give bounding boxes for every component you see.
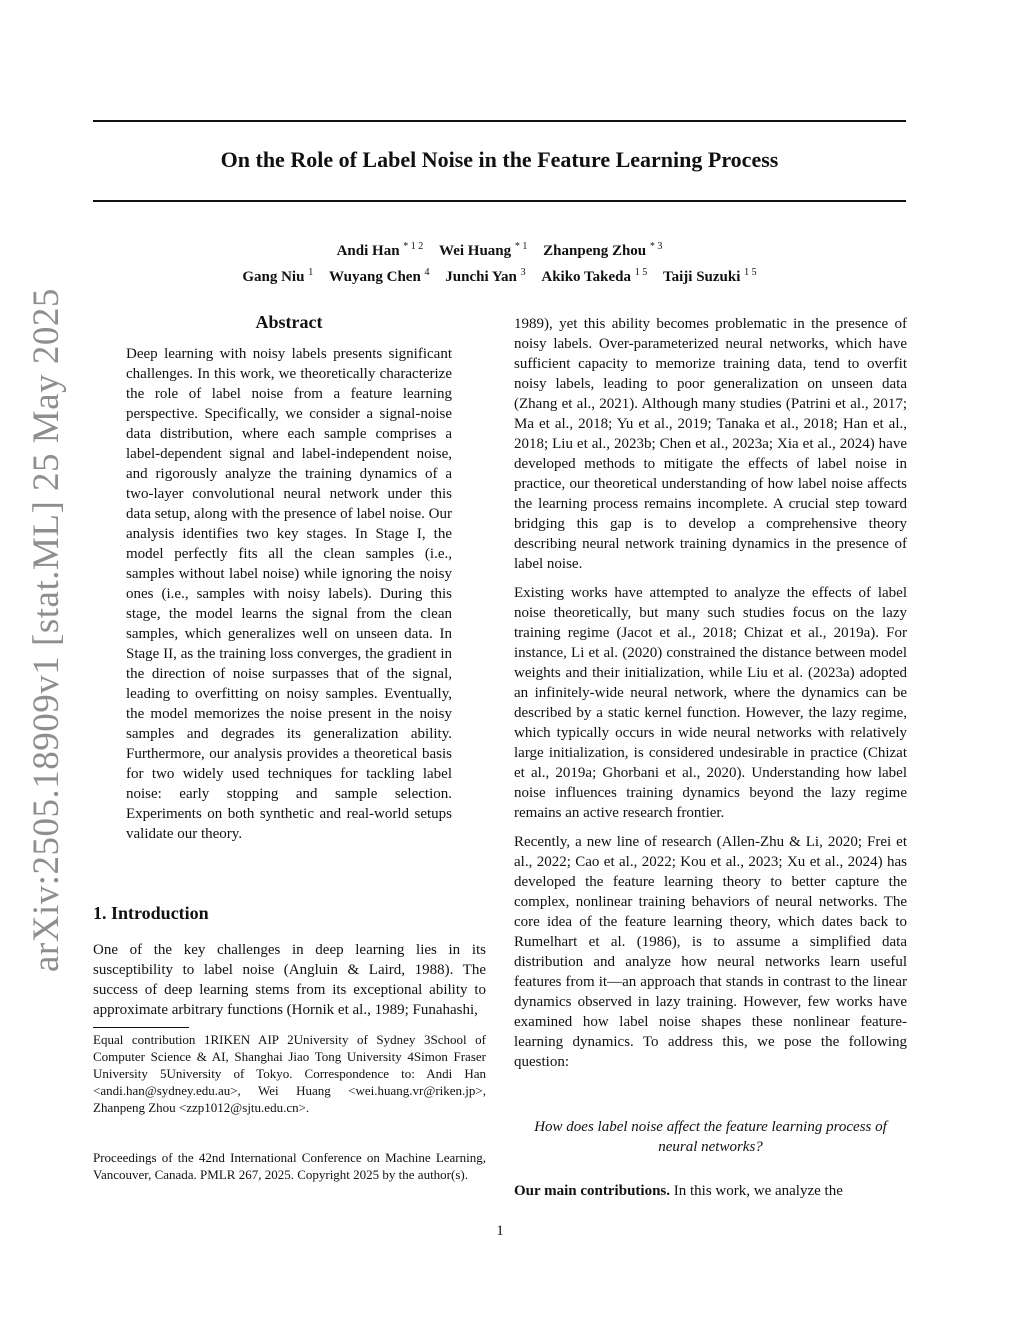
author-list [93, 236, 906, 288]
abstract-heading: Abstract [255, 312, 323, 332]
footnote-rule [93, 1027, 189, 1028]
right-paragraph-1: 1989), yet this ability becomes problematic in the presence of noisy labels. Over-parameterized neural networks, which have sufficient capacity to memorize training data, tend to overfit noisy labels, leading to poor generalization on unseen data (Zhang et al., 2021). Although many studies (Patrini et al., 2017; Ma et al., 2018; Yu et al., 2019; Tanaka et al., 2018; Han et al., 2018; Liu et al., 2023b; Chen et al., 2023a; Xia et al., 2024) have developed methods to mitigate the effects of label noise in practice, our theoretical understanding of how label noise affects the learning process remains incomplete. A crucial step toward bridging this gap is to develop a comprehensive theory describing neural network training dynamics in the presence of label noise. [514, 316, 907, 572]
page-number: 1 [496, 1223, 504, 1239]
abstract-paragraph: Deep learning with noisy labels presents significant challenges. In this work, we theoretically characterize the role of label noise from a feature learning perspective. Specifically, we consider a signal-noise data distribution, where each sample comprises a label-dependent signal and label-independent noise, and rigorously analyze the training dynamics of a two-layer convolutional neural network under this data setup, along with the presence of label noise. Our analysis identifies two key stages. In Stage I, the model perfectly fits all the clean samples (i.e., samples without label noise) while ignoring the noisy ones (i.e., samples with noisy labels). During this stage, the model learns the signal from the clean samples, which generalizes well on unseen data. In Stage II, as the training loss converges, the gradient in the direction of noise surpasses that of the signal, leading to overfitting on noisy samples. Eventually, the model memorizes the noise present in the noisy samples and degrades its generalization ability. Furthermore, our analysis provides a theoretical basis for two widely used techniques for tackling label noise: early stopping and sample selection. Experiments on both synthetic and real-world setups validate our theory. [126, 346, 452, 842]
right-column [514, 314, 907, 1072]
section-heading-introduction: 1. Introduction [93, 903, 209, 923]
intro-text [93, 940, 486, 1020]
author-taiji-suzuki: Taiji Suzuki $^{1 5}$ [663, 267, 757, 285]
author-junchi-yan: Junchi Yan $^3$ [445, 267, 526, 285]
affiliations-footnote: Equal contribution 1RIKEN AIP 2University of Sydney 3School of Computer Science & AI, Shanghai Jiao Tong University 4Simon Fraser University 5University of Tokyo. Correspondence to: Andi Han <andi.han@sydney.edu.au>, Wei Huang <wei.huang.vr@riken.jp>, Zhanpeng Zhou <zzp1012@sjtu.edu.cn>. [93, 1032, 486, 1115]
abstract-text [126, 344, 452, 844]
contributions-text: In this work, we analyze the [673, 1183, 843, 1199]
author-andi-han: Andi Han $^{* 1 2}$ [336, 241, 424, 259]
paper-title: On the Role of Label Noise in the Feature Learning Process [220, 147, 779, 172]
research-question: How does label noise affect the feature learning process of neural networks? [534, 1119, 887, 1155]
contributions-label: Our main contributions. [514, 1183, 670, 1199]
author-row-1 [93, 236, 906, 262]
right-paragraph-3: Recently, a new line of research (Allen-Zhu & Li, 2020; Frei et al., 2022; Cao et al., 2022; Kou et al., 2023; Xu et al., 2024) has developed the feature learning theory to better capture the complex, nonlinear training behaviors of neural networks. The core idea of the feature learning theory, which dates back to Rumelhart et al. (1986), is to assume a simplified data distribution and analyze how neural networks learn useful features from it—an approach that stands in contrast to the linear dynamics observed in lazy training. However, few works have examined how label noise shapes these nonlinear feature-learning dynamics. To address this, we pose the following question: [514, 834, 907, 1070]
arxiv-identifier: arXiv:2505.18909v1 [stat.ML] 25 May 2025 [26, 288, 67, 972]
author-akiko-takeda: Akiko Takeda $^{1 5}$ [541, 267, 648, 285]
right-paragraph-2: Existing works have attempted to analyze the effects of label noise theoretically, but many such studies focus on the lazy training regime (Jacot et al., 2018; Chizat et al., 2019a). For instance, Li et al. (2020) constrained the distance between model weights and their initialization, while Liu et al. (2023a) adopted an infinitely-wide neural network, where the dynamics can be described by a static kernel function. However, the lazy regime, which typically occurs in wide neural networks with relatively large initialization, is considered undesirable in practice (Chizat et al., 2019a; Ghorbani et al., 2020). Understanding how label noise influences training dynamics beyond the lazy regime remains an active research frontier. [514, 585, 907, 821]
author-wei-huang: Wei Huang $^{* 1}$ [439, 241, 528, 259]
title-top-rule [93, 120, 906, 122]
contributions-start [514, 1181, 907, 1201]
author-row-2 [93, 262, 906, 288]
author-gang-niu: Gang Niu $^1$ [242, 267, 314, 285]
proceedings-note: Proceedings of the 42nd International Conference on Machine Learning, Vancouver, Canada. PMLR 267, 2025. Copyright 2025 by the author(s). [93, 1150, 486, 1182]
author-zhanpeng-zhou: Zhanpeng Zhou $^{* 3}$ [543, 241, 663, 259]
author-wuyang-chen: Wuyang Chen $^4$ [328, 267, 430, 285]
intro-paragraph: One of the key challenges in deep learning lies in its susceptibility to label noise (Angluin & Laird, 1988). The success of deep learning stems from its exceptional ability to approximate arbitrary functions (Hornik et al., 1989; Funahashi, [93, 942, 486, 1018]
title-bottom-rule [93, 200, 906, 202]
